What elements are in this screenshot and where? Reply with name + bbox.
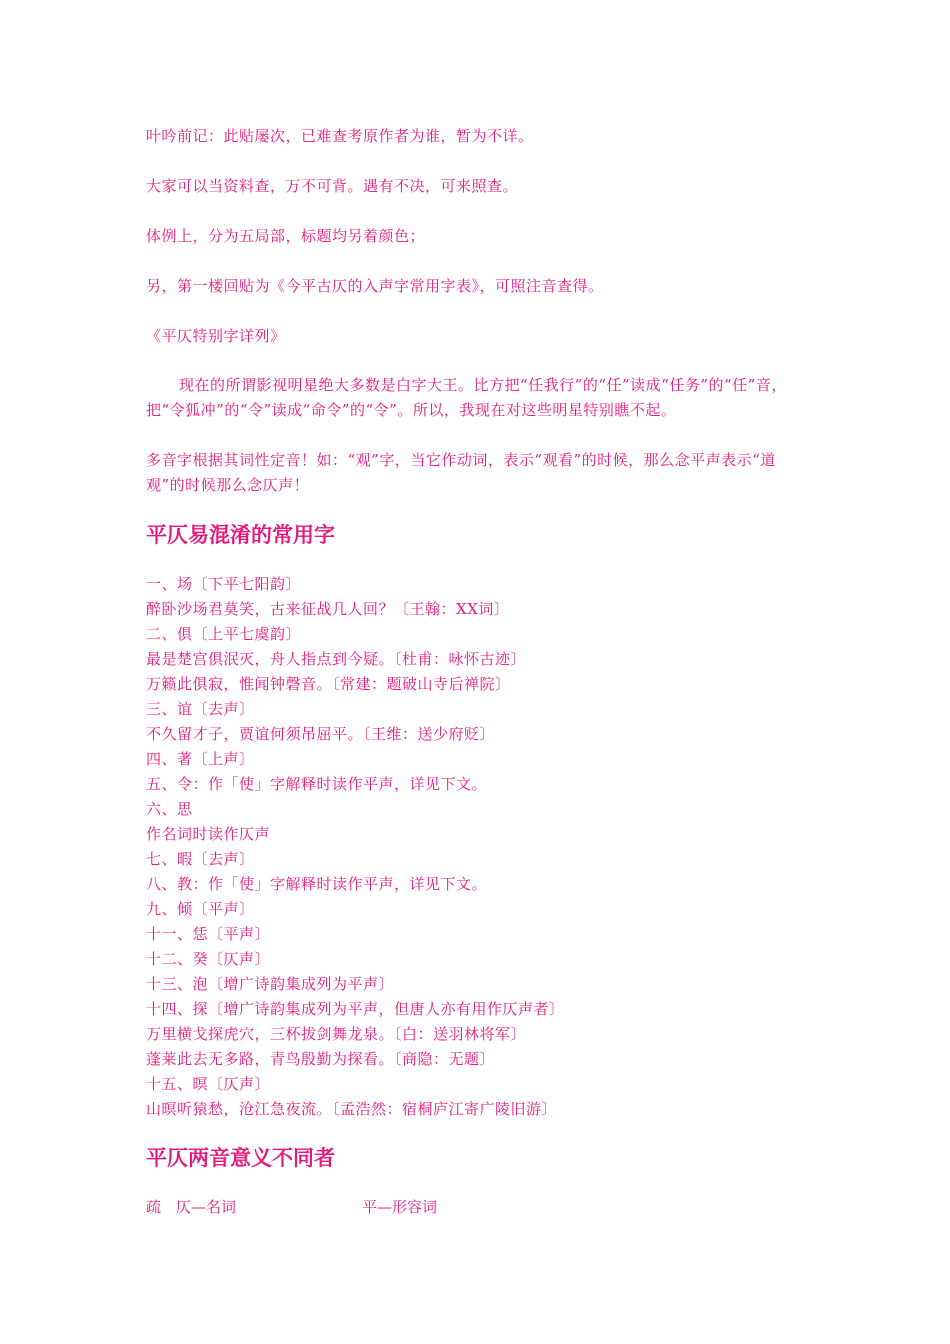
list-item: 七、暇〔去声〕 [146, 850, 255, 868]
heading-confusable-chars: 平仄易混淆的常用字 [146, 523, 335, 547]
list-item: 十五、暝〔仄声〕 [146, 1075, 271, 1093]
list-item: 不久留才子，贾谊何须吊屈平。〔王维：送少府贬〕 [146, 725, 496, 743]
list-item: 十三、泡〔增广诗韵集成列为平声〕 [146, 975, 395, 993]
list-item: 六、思 [146, 800, 193, 818]
list-item: 万籁此俱寂，惟闻钟磬音。〔常建：题破山寺后禅院〕 [146, 675, 511, 693]
row-char: 疏 [146, 1198, 162, 1216]
paragraph-celebrities: 现在的所谓影视明星绝大多数是白字大王。比方把“任我行”的“任”读成“任务”的“任”音，把“令狐冲”的“令”读成“命令”的“令”。所以，我现在对这些明星特别瞧不起。 [146, 376, 787, 419]
intro-line-3: 体例上，分为五局部，标题均另着颜色； [146, 227, 426, 245]
list-item: 十二、癸〔仄声〕 [146, 950, 271, 968]
list-item: 八、教：作「使」字解释时读作平声，详见下文。 [146, 875, 488, 893]
list-item: 作名词时读作仄声 [146, 825, 271, 843]
list-item: 山暝听猿愁，沧江急夜流。〔孟浩然：宿桐庐江寄广陵旧游〕 [146, 1100, 558, 1118]
row-ze-meaning: 仄—名词 [176, 1198, 237, 1216]
section-title-special: 《平仄特别字详列》 [146, 327, 286, 345]
list-item: 醉卧沙场君莫笑，古来征战几人回？〔王翰：XX词〕 [146, 600, 510, 618]
list-item: 二、俱〔上平七虞韵〕 [146, 625, 302, 643]
list-item: 十四、探〔增广诗韵集成列为平声，但唐人亦有用作仄声者〕 [146, 1000, 565, 1018]
table-row [146, 1195, 808, 1220]
list-item: 最是楚宫俱泯灭，舟人指点到今疑。〔杜甫：咏怀古迹〕 [146, 650, 527, 668]
list-item: 五、令：作「使」字解释时读作平声，详见下文。 [146, 775, 488, 793]
list-item: 四、著〔上声〕 [146, 750, 255, 768]
confusable-list [146, 572, 808, 1122]
intro-line-4: 另，第一楼回贴为《今平古仄的入声字常用字表》，可照注音查得。 [146, 277, 604, 295]
paragraph-polyphonic: 多音字根据其词性定音！如：“观”字，当它作动词，表示“观看”的时候，那么念平声表示“道观”的时候那么念仄声！ [146, 451, 776, 494]
row-ping-meaning: 平—形容词 [362, 1198, 438, 1216]
intro-line-1: 叶吟前记：此贴屡次，已难查考原作者为谁，暂为不详。 [146, 127, 534, 145]
list-item: 万里横戈探虎穴，三杯拔剑舞龙泉。〔白：送羽林将军〕 [146, 1025, 527, 1043]
intro-line-2: 大家可以当资料查，万不可背。遇有不决，可来照查。 [146, 177, 519, 195]
list-item: 一、场〔下平七阳韵〕 [146, 575, 302, 593]
list-item: 蓬莱此去无多路，青鸟殷勤为探看。〔商隐：无题〕 [146, 1050, 496, 1068]
list-item: 九、倾〔平声〕 [146, 900, 255, 918]
heading-two-readings: 平仄两音意义不同者 [146, 1146, 335, 1170]
list-item: 十一、恁〔平声〕 [146, 925, 271, 943]
list-item: 三、谊〔去声〕 [146, 700, 255, 718]
